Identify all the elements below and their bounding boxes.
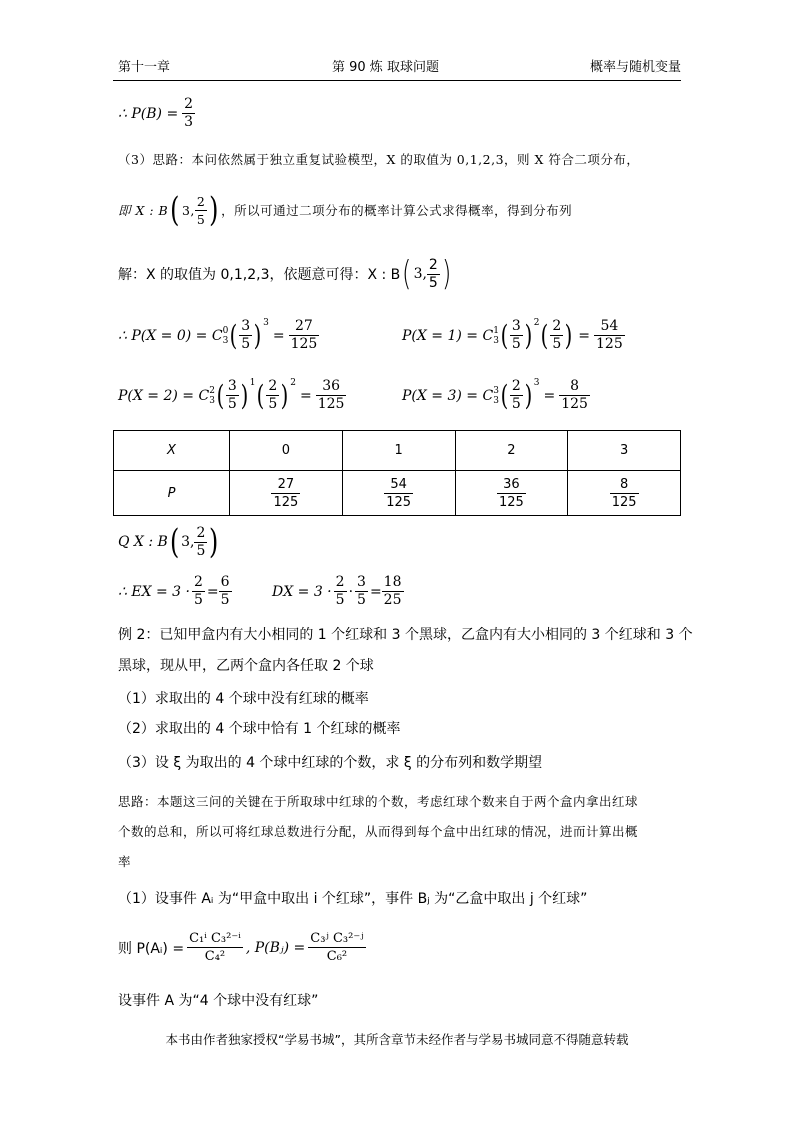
table-cell: 0 <box>230 431 343 471</box>
example2-line2: 黑球，现从甲，乙两个盒内各任取 2 个球 <box>118 658 374 674</box>
prob-x1: P(X = 1) = C 1 3 ( $\frac{3}{5}$ ) $^2$ ( $\frac{2}{5}$ ) = $\frac{54}{125}$ <box>402 318 623 352</box>
example2-idea-line1: 思路：本题这三问的关键在于所取球中红球的个数，考虑红球个数来自于两个盒内拿出红球 <box>118 794 639 809</box>
binomial-statement: Q X : B ( 3, $\frac{2}{5}$ ) <box>118 522 219 562</box>
event-probabilities: 则 P(Aᵢ) = $\frac{\text{C₁ⁱ C₃²⁻ⁱ}}{\text{C₄²}}$ , P(Bⱼ) = $\frac{\text{C₃ʲ C₃²⁻ʲ}}{\text{C₆²}}$ <box>118 931 364 964</box>
example2-idea-line2: 个数的总和，所以可将红球总数进行分配，从而得到每个盒中出红球的情况，进而计算出概 <box>118 824 639 839</box>
table-cell: $\frac{36}{125}$ <box>455 471 568 516</box>
solution-intro: 解：X 的取值为 0,1,2,3，依题意可得：X : B ( 3, $\frac{2}{5}$ ) <box>118 254 452 294</box>
copyright-footer: 本书由作者独家授权“学易书城”，其所含章节未经作者与学易书城同意不得随意转载 <box>165 1032 629 1047</box>
pb-prefix: ∴ P(B) = <box>118 105 179 122</box>
example2-q3: （3）设 ξ 为取出的 4 个球中红球的个数，求 ξ 的分布列和数学期望 <box>118 755 543 771</box>
event-definition: （1）设事件 Aᵢ 为“甲盒中取出 i 个红球”，事件 Bⱼ 为“乙盒中取出 j 个红球” <box>118 891 588 907</box>
table-cell: $\frac{27}{125}$ <box>230 471 343 516</box>
table-cell: $\frac{8}{125}$ <box>568 471 681 516</box>
prob-x2: P(X = 2) = C 2 3 ( $\frac{3}{5}$ ) $^1$ ( $\frac{2}{5}$ ) $^2$ = $\frac{36}{125}$ <box>118 378 345 412</box>
pb-fraction: $\frac{2}{3}$ <box>184 96 194 130</box>
variance: DX = 3 · $\frac{2}{5}$ · $\frac{3}{5}$ = $\frac{18}{25}$ <box>272 574 402 608</box>
table-row <box>114 471 681 516</box>
header-lesson-title: 第 90 炼 取球问题 <box>332 60 439 75</box>
header-topic: 概率与随机变量 <box>590 60 682 75</box>
prob-x0: ∴ P(X = 0) = C 0 3 ( $\frac{3}{5}$ ) $^3$ = $\frac{27}{125}$ <box>118 318 318 352</box>
expectation: ∴ EX = 3 · $\frac{2}{5}$ = $\frac{6}{5}$ <box>118 574 230 608</box>
table-cell: 3 <box>568 431 681 471</box>
header-chapter: 第十一章 <box>118 60 171 75</box>
table-cell: P <box>114 471 230 516</box>
header-divider <box>113 80 681 81</box>
table-cell: X <box>114 431 230 471</box>
example2-q1: （1）求取出的 4 个球中没有红球的概率 <box>118 691 369 707</box>
table-cell: 2 <box>455 431 568 471</box>
idea3-line1: （3）思路：本问依然属于独立重复试验模型，X 的取值为 0,1,2,3，则 X 符合二项分布， <box>118 152 640 167</box>
example2-idea-line3: 率 <box>118 854 132 869</box>
example2-line1: 例 2：已知甲盒内有大小相同的 1 个红球和 3 个黑球，乙盒内有大小相同的 3 个红球和 3 个 <box>118 627 693 643</box>
prob-x3: P(X = 3) = C 3 3 ( $\frac{2}{5}$ ) $^3$ = $\frac{8}{125}$ <box>402 378 588 412</box>
example2-q2: （2）求取出的 4 个球中恰有 1 个红球的概率 <box>118 721 401 737</box>
event-a-definition: 设事件 A 为“4 个球中没有红球” <box>118 993 319 1009</box>
table-row <box>114 431 681 471</box>
pb-result <box>118 96 195 131</box>
distribution-table <box>113 430 681 516</box>
table-cell: 1 <box>342 431 455 471</box>
table-cell: $\frac{54}{125}$ <box>342 471 455 516</box>
idea3-line2: 即 X : B ( 3, $\frac{2}{5}$ ) ，所以可通过二项分布的概率计算公式求得概率，得到分布列 <box>118 190 573 230</box>
